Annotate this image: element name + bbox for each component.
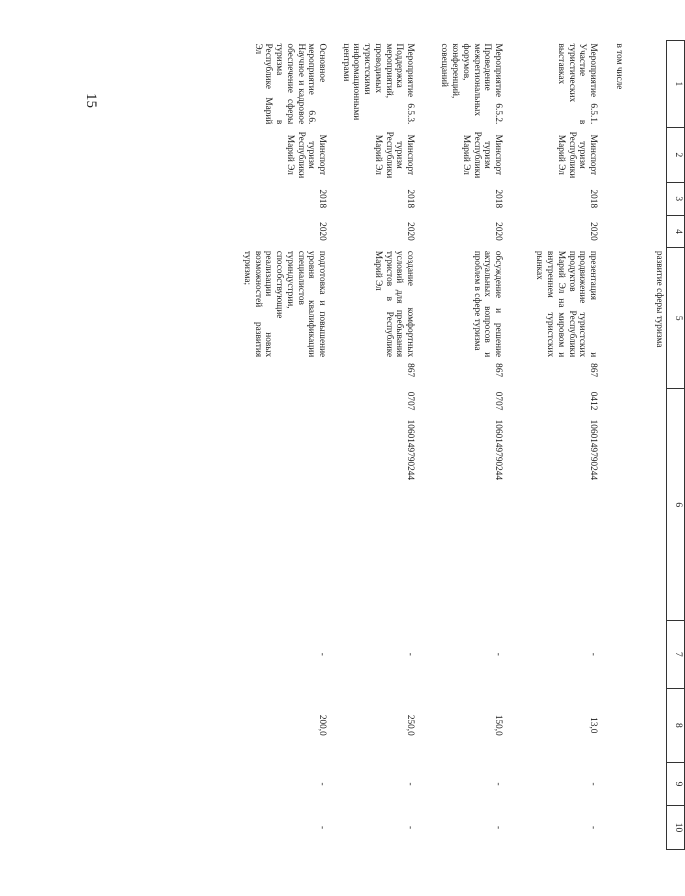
value-col9-cell: - — [493, 782, 504, 786]
value-col8-cell: 250,0 — [405, 714, 416, 736]
activity-name-cell: Мероприятие 6.5.2. Проведение межрегиональных форумов, конференций, совещаний — [439, 43, 504, 125]
value-col8-cell: 150,0 — [493, 714, 504, 736]
grbs-cell: 867 — [588, 363, 599, 378]
table-row — [611, 41, 626, 850]
value-col7-cell: - — [405, 652, 416, 656]
value-col9-cell: - — [588, 782, 599, 786]
end-year-cell: 2020 — [317, 222, 328, 241]
table-row — [337, 41, 425, 850]
rz-pr-cell — [175, 389, 337, 514]
start-year-cell: 2018 — [405, 189, 416, 209]
col-header-10: 10 — [667, 805, 685, 849]
col-header-7: 7 — [667, 621, 685, 688]
grbs-cell — [175, 360, 337, 389]
start-year-cell: 2018 — [493, 189, 504, 209]
activity-name-cell: Мероприятие 6.5.3. Поддержка мероприятий, проводимых туристскими информационными центрами — [340, 43, 416, 125]
value-col10-cell: - — [493, 825, 504, 830]
value-col9-cell: - — [317, 782, 328, 786]
activity-name-cell: Мероприятие 6.5.1. Участие в туристических выставках — [555, 43, 599, 125]
start-year-cell: 2018 — [588, 189, 599, 209]
grbs-cell: 867 — [493, 363, 504, 378]
executor-cell: Минспорт туризм Республики Марий Эл — [284, 131, 328, 179]
result-cell: развитие сферы туризма — [654, 250, 664, 348]
value-col9-cell: - — [405, 782, 416, 786]
start-year-cell: 2018 — [317, 189, 328, 209]
result-cell: презентация и продвижение туристских продуктов Республики Марий Эл на мировом и внутреннем туристских рынках — [534, 250, 599, 358]
value-col7-cell: - — [588, 652, 599, 656]
executor-cell: Минспорт туризм Республики Марий Эл — [372, 131, 416, 179]
program-table-wrapper — [130, 40, 685, 850]
result-cell: подготовка и повышение уровня квалификации специалистов туриндустрии, способствующие реализации новых возможностей развития туризма; — [241, 250, 328, 358]
result-cell: обсуждение и решение актуальных вопросов и проблем в сфере туризма — [471, 250, 504, 358]
col-header-1: 1 — [667, 41, 685, 128]
end-year-cell: 2020 — [405, 222, 416, 241]
value-col10-cell: - — [405, 825, 416, 830]
executor-cell: Минспорт туризм Республики Марий Эл — [555, 131, 599, 179]
col-header-9: 9 — [667, 763, 685, 806]
value-col10-cell: - — [317, 825, 328, 830]
table-row — [513, 41, 611, 850]
table-row — [425, 41, 513, 850]
value-col7-cell: - — [317, 652, 328, 656]
including-label: в том числе — [614, 43, 624, 90]
table-row — [175, 41, 337, 850]
program-activities-table — [175, 40, 685, 850]
value-col8-cell: 13,0 — [588, 717, 599, 734]
col-header-3: 3 — [667, 182, 685, 215]
executor-cell: Минспорт туризм Республики Марий Эл — [460, 131, 504, 179]
col-header-4: 4 — [667, 215, 685, 248]
table-row — [626, 41, 667, 850]
end-year-cell: 2020 — [588, 222, 599, 241]
value-col10-cell: - — [588, 825, 599, 830]
page-number: 15 — [83, 93, 99, 108]
column-number-row — [667, 41, 685, 850]
value-col8-cell: 200,0 — [317, 714, 328, 736]
col-header-5: 5 — [667, 248, 685, 389]
rz-pr-cell: 0707 1060149790244 — [493, 391, 504, 481]
rz-pr-cell: 0412 1060149790244 — [588, 391, 599, 481]
col-header-8: 8 — [667, 688, 685, 763]
result-cell: создание комфортных условий для пребывания туристов в Республике Марий Эл — [372, 250, 416, 358]
col-header-6: 6 — [667, 389, 685, 621]
rz-pr-cell: 0707 1060149790244 — [405, 391, 416, 481]
activity-name-cell: Основное мероприятие 6.6. Научное и кадровое обеспечение сферы туризма в Республике Марий Эл — [252, 43, 328, 125]
col-header-2: 2 — [667, 127, 685, 182]
grbs-cell: 867 — [405, 363, 416, 378]
end-year-cell: 2020 — [493, 222, 504, 241]
value-col7-cell: - — [493, 652, 504, 656]
